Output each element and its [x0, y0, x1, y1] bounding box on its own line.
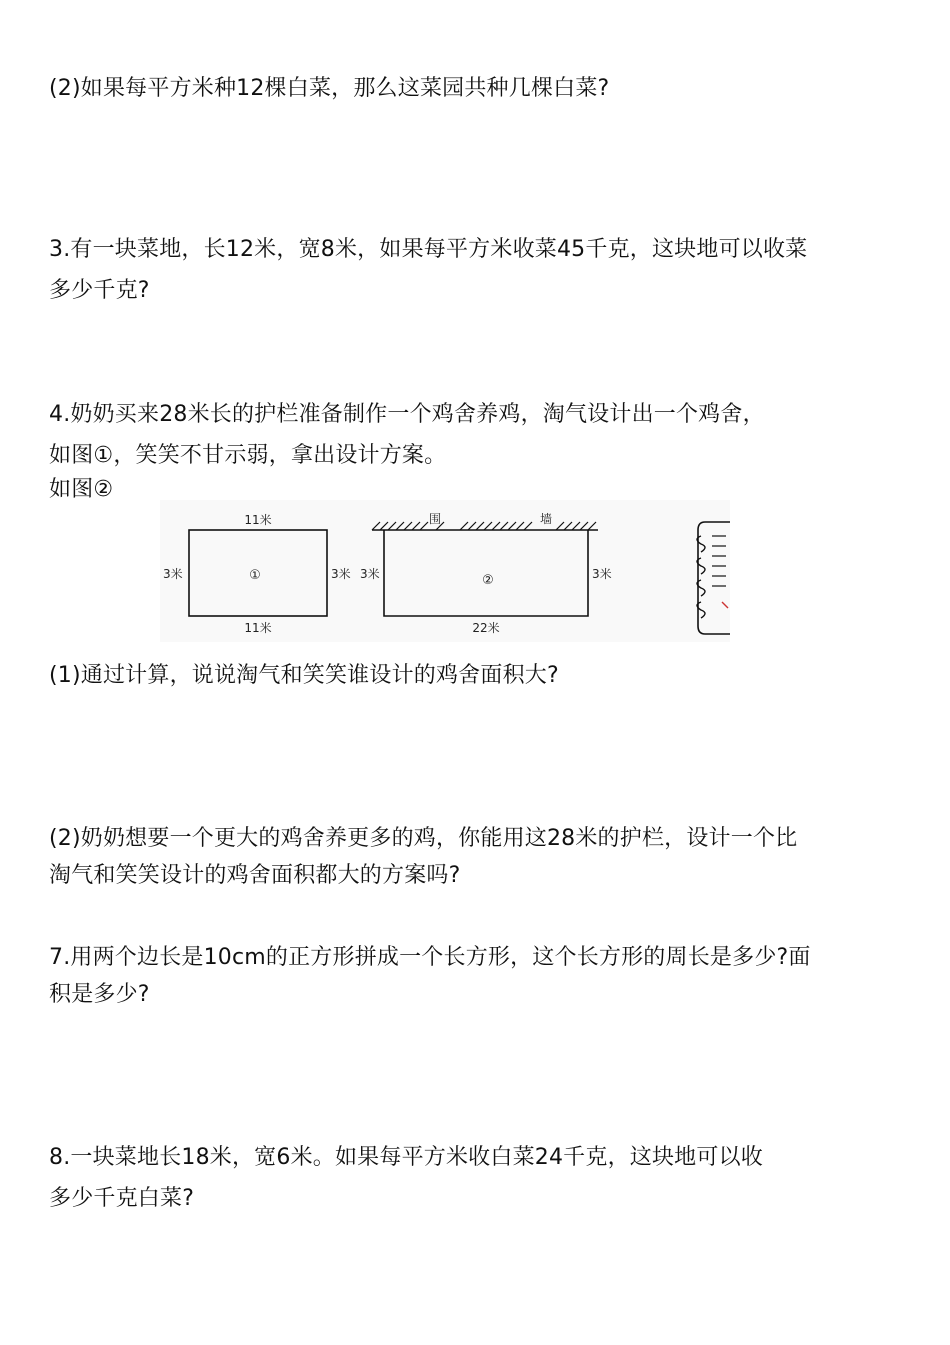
- question-8-line-2: 多少千克白菜?: [49, 1186, 195, 1211]
- question-8-line-1: 8.一块菜地长18米，宽6米。如果每平方米收白菜24千克，这块地可以收: [49, 1145, 763, 1170]
- wall-label-1: 围: [428, 512, 442, 526]
- rect1-bottom-label: 11米: [244, 621, 272, 635]
- rect2-right-label: 3米: [592, 567, 612, 581]
- rect2-bottom-label: 22米: [472, 621, 500, 635]
- question-3-line-2: 多少千克?: [49, 278, 150, 303]
- rect2-marker: ②: [482, 573, 494, 588]
- question-7-line-2: 积是多少?: [49, 982, 150, 1007]
- rect1-left-label: 3米: [163, 567, 183, 581]
- question-4-line-1: 4.奶奶买来28米长的护栏准备制作一个鸡舍养鸡，淘气设计出一个鸡舍，: [49, 402, 765, 427]
- rect1-top-label: 11米: [244, 513, 272, 527]
- question-2-2-text: (2)如果每平方米种12棵白菜，那么这菜园共种几棵白菜?: [49, 76, 610, 101]
- wall-label-2: 墙: [539, 512, 553, 526]
- rect2-left-label: 3米: [360, 567, 380, 581]
- question-4-2-line-2: 淘气和笑笑设计的鸡舍面积都大的方案吗?: [49, 863, 461, 888]
- question-3-line-1: 3.有一块菜地，长12米，宽8米，如果每平方米收菜45千克，这块地可以收菜: [49, 237, 808, 262]
- chicken-coop-figure: [160, 500, 730, 642]
- question-4-2-line-1: (2)奶奶想要一个更大的鸡舍养更多的鸡，你能用这28米的护栏，设计一个比: [49, 826, 798, 851]
- question-4-1-text: (1)通过计算，说说淘气和笑笑谁设计的鸡舍面积大?: [49, 663, 559, 688]
- rect1-marker: ①: [249, 568, 261, 583]
- question-4-line-3: 如图②: [49, 477, 114, 502]
- question-4-line-2: 如图①，笑笑不甘示弱，拿出设计方案。: [49, 443, 447, 468]
- rect1-right-label: 3米: [331, 567, 351, 581]
- question-7-line-1: 7.用两个边长是10cm的正方形拼成一个长方形，这个长方形的周长是多少?面: [49, 945, 811, 970]
